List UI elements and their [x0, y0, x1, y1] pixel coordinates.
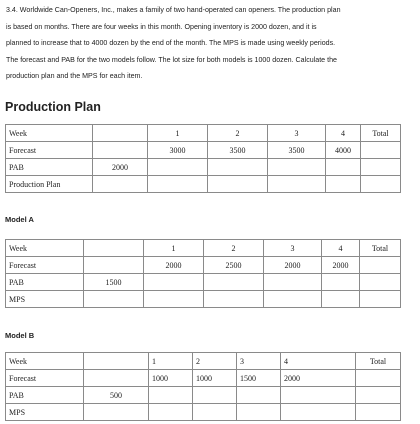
week-header: 1 [144, 240, 204, 257]
week-header: 2 [208, 125, 268, 142]
week-header: 1 [149, 353, 193, 370]
row-label-pab: PAB [6, 274, 84, 291]
table-row [6, 404, 401, 421]
opening-pab-cell: 1500 [84, 274, 144, 291]
table-row [6, 274, 401, 291]
forecast-cell: 4000 [326, 142, 361, 159]
total-header: Total [360, 240, 401, 257]
week-header: 3 [268, 125, 326, 142]
model-a-table [5, 239, 401, 308]
row-label-pab: PAB [6, 387, 84, 404]
production-plan-title: Production Plan [5, 100, 101, 114]
forecast-cell: 1000 [193, 370, 237, 387]
week-header: 4 [326, 125, 361, 142]
table-row [6, 257, 401, 274]
forecast-cell: 1000 [149, 370, 193, 387]
forecast-cell: 3500 [268, 142, 326, 159]
model-b-table [5, 352, 401, 421]
forecast-cell: 2000 [144, 257, 204, 274]
model-a-title: Model A [5, 215, 34, 224]
total-header: Total [356, 353, 401, 370]
forecast-cell: 3000 [148, 142, 208, 159]
week-header: 4 [281, 353, 356, 370]
row-label-production-plan: Production Plan [6, 176, 93, 193]
production-plan-table [5, 124, 401, 193]
forecast-cell: 3500 [208, 142, 268, 159]
week-header: 3 [237, 353, 281, 370]
week-header: 2 [204, 240, 264, 257]
week-header: 2 [193, 353, 237, 370]
table-row [6, 370, 401, 387]
table-row [6, 159, 401, 176]
problem-statement: 3.4. Worldwide Can-Openers, Inc., makes a family of two hand-operated can openers. The production plan is based on months. There are four weeks in this month. Opening inventory is 2000 dozen, and it is planned to increase that to 4000 dozen by the end of the month. The MPS is made using weekly periods. The forecast and PAB for the two models follow. The lot size for both models is 1000 dozen. Calculate the production plan and the MPS for each item. [6, 6, 341, 81]
model-b-title: Model B [5, 331, 35, 340]
table-row [6, 353, 401, 370]
week-header: 1 [148, 125, 208, 142]
row-label-week: Week [6, 240, 84, 257]
week-header: 3 [264, 240, 322, 257]
forecast-cell: 1500 [237, 370, 281, 387]
forecast-cell: 2000 [281, 370, 356, 387]
table-row [6, 291, 401, 308]
table-row [6, 142, 401, 159]
opening-pab-cell: 2000 [93, 159, 148, 176]
row-label-mps: MPS [6, 404, 84, 421]
row-label-mps: MPS [6, 291, 84, 308]
table-row [6, 125, 401, 142]
row-label-pab: PAB [6, 159, 93, 176]
row-label-week: Week [6, 125, 93, 142]
forecast-cell: 2000 [322, 257, 360, 274]
week-header: 4 [322, 240, 360, 257]
table-row [6, 387, 401, 404]
row-label-forecast: Forecast [6, 370, 84, 387]
forecast-cell: 2000 [264, 257, 322, 274]
table-row [6, 240, 401, 257]
table-row [6, 176, 401, 193]
row-label-forecast: Forecast [6, 257, 84, 274]
row-label-week: Week [6, 353, 84, 370]
forecast-cell: 2500 [204, 257, 264, 274]
total-header: Total [361, 125, 401, 142]
opening-pab-cell: 500 [84, 387, 149, 404]
row-label-forecast: Forecast [6, 142, 93, 159]
